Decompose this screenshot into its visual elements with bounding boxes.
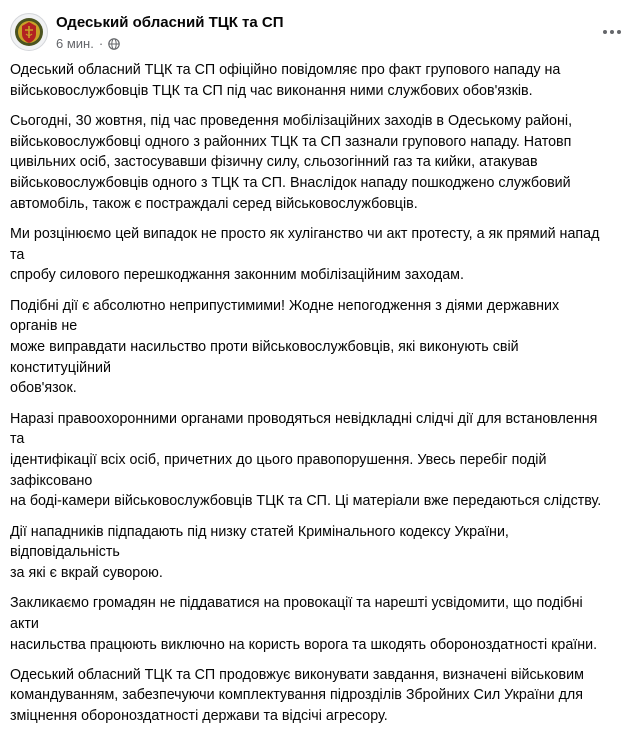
post-body <box>10 60 610 736</box>
post-paragraph: Одеський обласний ТЦК та СП продовжує виконувати завдання, визначені військовим командуванням, забезпечуючи комплектування підрозділів Збройних Сил України для зміцнення обороноздатності держави та відсічі агресору. <box>10 666 584 725</box>
post-paragraph: Сьогодні, 30 жовтня, під час проведення мобілізаційних заходів в Одеському районі, військовослужбовці одного з районних ТЦК та СП зазнали групового нападу. Натовп цивільних осіб, застосувавши фізичну силу, сльозогінний газ та кийки, атакував військовослужбовців одного з ТЦК та СП. Внаслідок нападу пошкоджено службовий автомобіль, також є постраждалі серед військовослужбовців. <box>10 112 573 212</box>
globe-icon <box>108 38 120 50</box>
post-paragraph: Закликаємо громадян не піддаватися на провокації та нарешті усвідомити, що подібні акти насильства працюють виключно на користь ворога та шкодять обороноздатності країни. <box>10 595 598 653</box>
post-paragraph: Наразі правоохоронними органами проводяться невідкладні слідчі дії для встановлення та ідентифікації всіх осіб, причетних до цього правопорушення. Увесь перебіг подій зафіксовано на боді-камери військовослужбовців ТЦК та СП. Ці матеріали вже передаються слідству. <box>10 410 602 510</box>
more-options-button[interactable] <box>600 22 624 42</box>
more-options-icon-dot <box>617 30 621 34</box>
post-paragraph: Дії нападників підпадають під низку статей Кримінального кодексу України, відповідальність за які є вкрай суворою. <box>10 523 509 581</box>
post-paragraph: Подібні дії є абсолютно неприпустимими! Жодне непогодження з діями державних органів не може виправдати насильство проти військовослужбовців, які виконують свій конституційний обов'язок. <box>10 297 560 397</box>
post-header <box>56 13 284 52</box>
page-name-link[interactable]: Одеський обласний ТЦК та СП <box>56 14 284 31</box>
meta-separator: · <box>98 36 104 51</box>
post-timestamp[interactable]: 6 мин. <box>56 36 94 51</box>
more-options-icon-dot <box>610 30 614 34</box>
page-avatar[interactable] <box>10 13 48 51</box>
post-paragraph: Одеський обласний ТЦК та СП офіційно повідомляє про факт групового нападу на військовослужбовців ТЦК та СП під час виконання ними службових обов'язків. <box>10 62 561 99</box>
more-options-icon <box>603 30 607 34</box>
post-paragraph: Ми розцінюємо цей випадок не просто як хуліганство чи акт протесту, а як прямий напад та спробу силового перешкоджання законним мобілізаційним заходам. <box>10 225 600 284</box>
post-meta <box>56 36 284 52</box>
military-emblem-icon <box>14 17 44 47</box>
